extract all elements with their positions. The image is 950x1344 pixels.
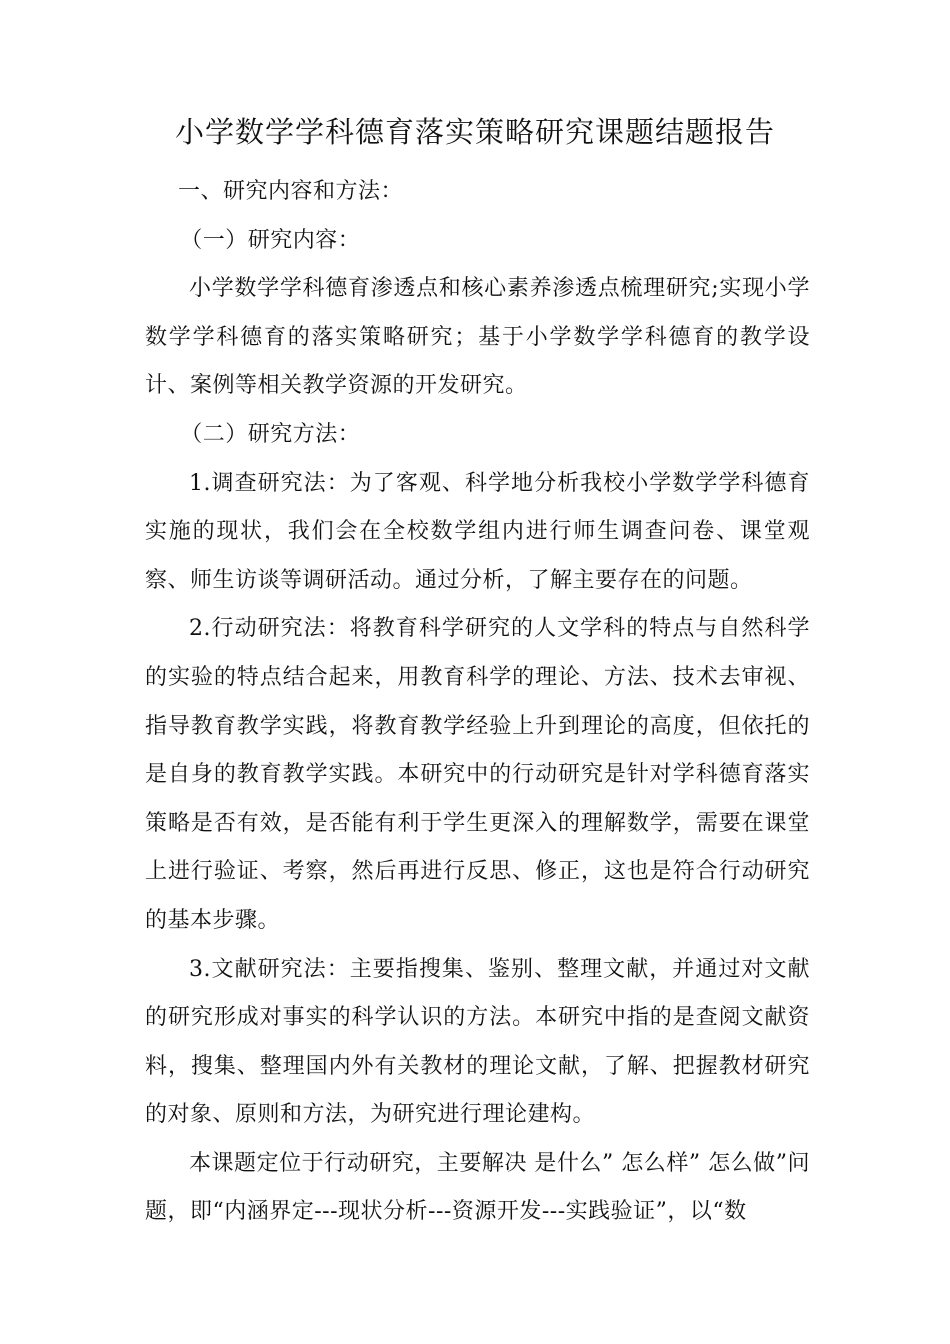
subsection-heading-research-content: （一）研究内容： xyxy=(180,227,361,253)
paragraph-literature-method: 3.文献研究法：主要指搜集、鉴别、整理文献，并通过对文献的研究形成对事实的科学认识的方法。本研究中指的是查阅文献资料，搜集、整理国内外有关教材的理论文献，了解、把握教材研究的对象、原则和方法，为研究进行理论建构。 xyxy=(145,956,810,1128)
document-body xyxy=(145,168,810,1237)
paragraph-research-content: 小学数学学科德育渗透点和核心素养渗透点梳理研究;实现小学数学学科德育的落实策略研究；基于小学数学学科德育的教学设计、案例等相关教学资源的开发研究。 xyxy=(145,276,810,399)
section-heading-research-content-methods: 一、研究内容和方法： xyxy=(178,179,404,204)
paragraph-survey-method: 1.调查研究法：为了客观、科学地分析我校小学数学学科德育实施的现状，我们会在全校数学组内进行师生调查问卷、课堂观察、师生访谈等调研活动。通过分析，了解主要存在的问题。 xyxy=(145,470,810,593)
document-title: 小学数学学科德育落实策略研究课题结题报告 xyxy=(174,115,775,149)
subsection-heading-research-methods: （二）研究方法： xyxy=(180,421,361,447)
paragraph-topic-positioning: 本课题定位于行动研究，主要解决 是什么” 怎么样” 怎么做”问题，即“内涵界定---现状分析---资源开发---实践验证”，以“数 xyxy=(145,1150,810,1225)
paragraph-action-research-method: 2.行动研究法：将教育科学研究的人文学科的特点与自然科学的实验的特点结合起来，用教育科学的理论、方法、技术去审视、指导教育教学实践，将教育教学经验上升到理论的高度，但依托的是自身的教育教学实践。本研究中的行动研究是针对学科德育落实策略是否有效，是否能有利于学生更深入的理解数学，需要在课堂上进行验证、考察，然后再进行反思、修正，这也是符合行动研究的基本步骤。 xyxy=(145,616,810,933)
